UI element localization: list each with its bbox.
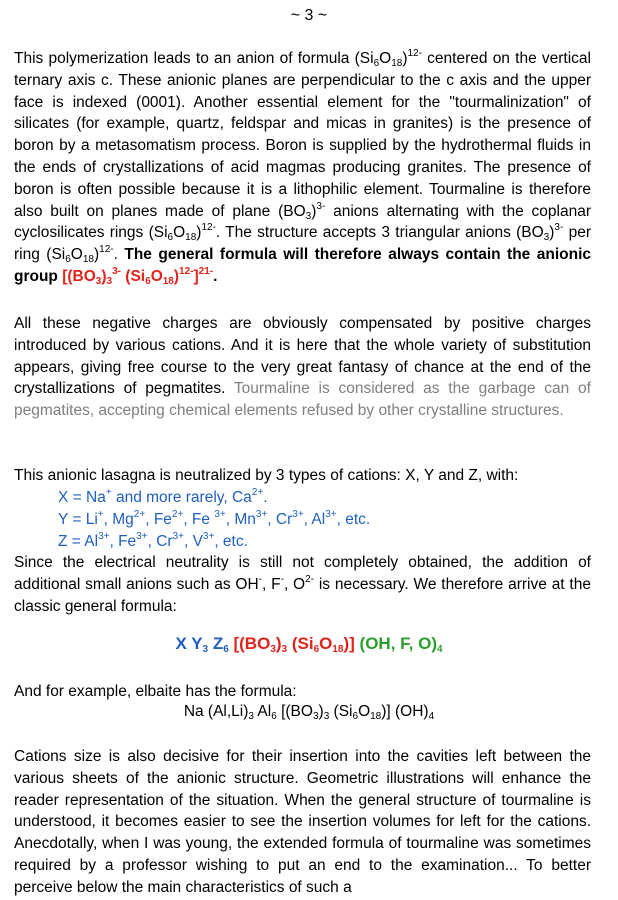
garbage-can-remark: Tourmaline is considered as the garbage can of pegmatites, accepting chemical elements refused by other crystalline structures. — [14, 380, 591, 420]
cation-z-line: $Z = Al^{3+}$, $Fe^{3+}$, $Cr^{3+}$, $V^{3+}$, etc. — [58, 531, 248, 550]
elbaite-formula: Na $(Al,Li)_3$ $Al_6$ [$(BO_3)_3$ $(Si_6O_{18})$] $(OH)_4$ — [183, 703, 435, 722]
anionic-group-formula: [$(BO_3)_3^{3-}$ $(Si_6O_{18})^{12-}]^{21-}$ — [62, 265, 214, 287]
paragraph-lasagna: This anionic lasagna is neutralized by 3 types of cations: X, Y and Z, with: — [14, 467, 519, 484]
paragraph-cations-size: Cations size is also decisive for their insertion into the cavities left between the various sheets of the anionic structure. Geometric illustrations will enhance the reader representation of the situation. When the general structure of tourmaline is understood, it becomes easier to see the insertion volumes for left for the cations. Anecdotally, when I was young, the extended formula of tourmaline was sometimes required by a professor wishing to put an end to the examination... To better perceive below the main characteristics of such a — [14, 748, 591, 896]
paragraph-cations-compensation: All these negative charges are obviously compensated by positive charges introduced by various cations. And it is here that the whole variety of substitution appears, giving free course to the very great fantasy of chance at the end of the crystallizations of pegmatites. Tourmaline is considered as the garbage can of pegmatites, accepting chemical elements refused by other crystalline structures. — [14, 315, 591, 420]
paragraph-neutrality: Since the electrical neutrality is still not completely obtained, the addition of additional small anions such as OH-, F-, $O^{2-}$ is necessary. We therefore arrive at the classic general formula: — [14, 554, 591, 615]
classic-general-formula: X $Y_3$ $Z_6$ [$(BO_3)_3$ $(Si_6O_{18})$] (OH, F, $O)_4$ — [175, 634, 443, 655]
elbaite-intro: And for example, elbaite has the formula: — [14, 683, 297, 700]
cation-x-line: X = Na+ and more rarely, $Ca^{2+}$. — [58, 487, 268, 506]
general-formula-statement: The general formula will therefore always contain the anionic group — [14, 246, 591, 285]
cation-y-line: Y = Li+, $Mg^{2+}$, $Fe^{2+}$, Fe $^{3+}$, $Mn^{3+}$, $Cr^{3+}$, $Al^{3+}$, etc. — [58, 509, 371, 528]
paragraph-polymerization: This polymerization leads to an anion of formula $(Si_6O_{18})^{12-}$ centered on the vertical ternary axis c. These anionic planes are perpendicular to the c axis and the upper face is indexed (0001). Another essential element for the "tourmalinization" of silicates (for example, quartz, feldspar and micas in granites) is the presence of boron by a metasomatism process. Boron is supplied by the hydrothermal fluids in the ends of crystallizations of acid magmas producing granites. The presence of boron is often possible because it is a lithophilic element. Tourmaline is therefore also built on planes made of plane $(BO_3)^{3-}$ anions alternating with the coplanar cyclosilicates rings $(Si_6O_{18})^{12-}$. The structure accepts 3 triangular anions $(BO_3)^{3-}$ per ring $(Si_6O_{18})^{12-}$. The general formula will therefore always contain the anionic group [$(BO_3)_3^{3-}$ $(Si_6O_{18})^{12-}]^{21-}$. — [14, 48, 591, 287]
page-number: ~ 3 ~ — [290, 7, 328, 24]
